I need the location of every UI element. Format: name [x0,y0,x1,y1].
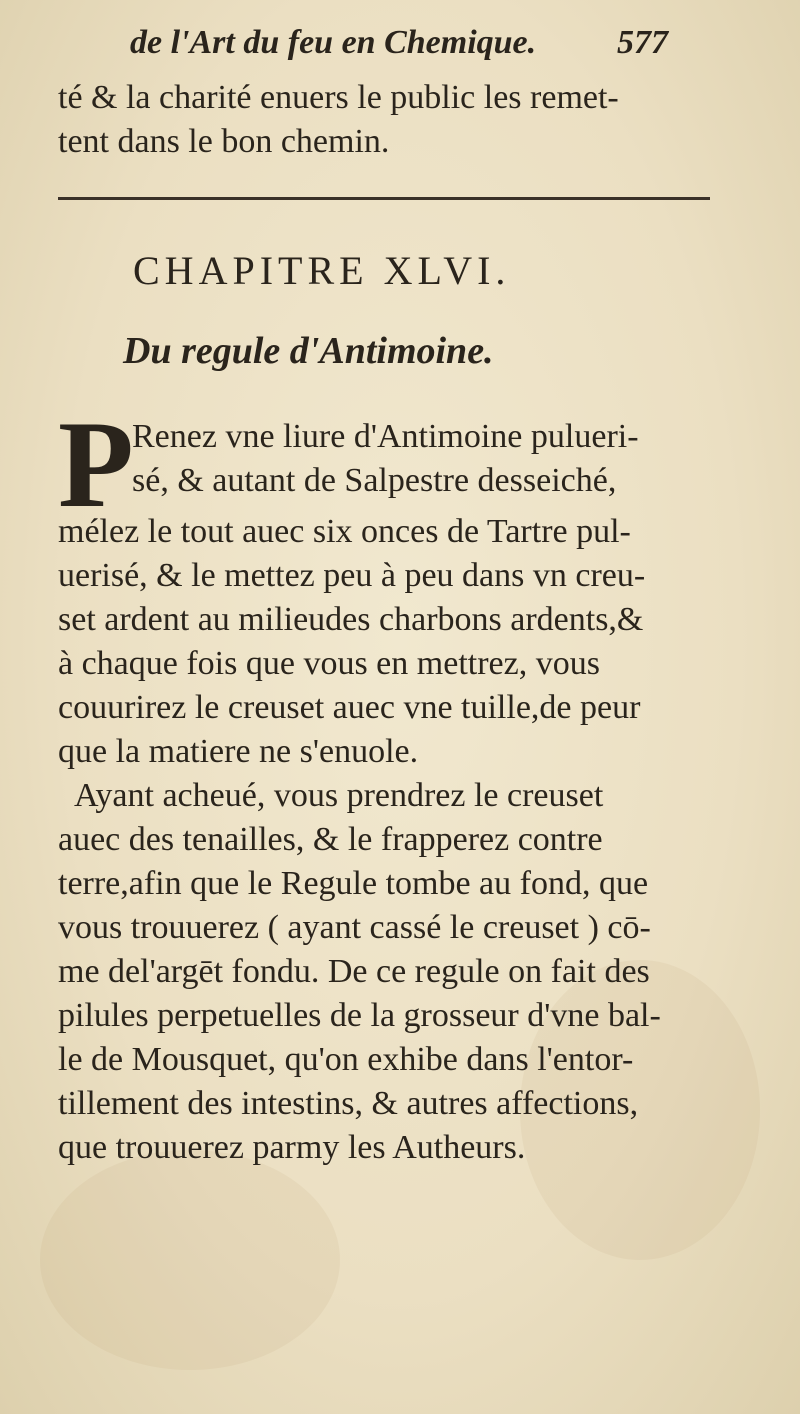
drop-cap: P [58,396,134,533]
chapter-heading: CHAPITRE XLVI. [133,248,511,293]
section-divider [58,197,710,200]
body-line: pilules perpetuelles de la grosseur d'vne bal- [58,997,661,1034]
body-line: à chaque fois que vous en mettrez, vous [58,645,600,682]
body-line: auec des tenailles, & le frapperez contre [58,821,603,858]
body-line: uerisé, & le mettez peu à peu dans vn creu- [58,557,646,594]
running-head [130,18,730,68]
body-line: me del'argēt fondu. De ce regule on fait des [58,953,650,990]
running-head-title: de l'Art du feu en Chemique. [130,24,537,61]
body-line: couurirez le creuset auec vne tuille,de peur [58,689,641,726]
body-line: Renez vne liure d'Antimoine pulueri- [132,418,639,455]
body-line: le de Mousquet, qu'on exhibe dans l'entor- [58,1041,634,1078]
body-line: tillement des intestins, & autres affections, [58,1085,639,1122]
body-line: terre,afin que le Regule tombe au fond, que [58,865,649,902]
body-line: que trouuerez parmy les Autheurs. [58,1129,526,1166]
body-line: vous trouuerez ( ayant cassé le creuset ) cō- [58,909,651,946]
body-line: mélez le tout auec six onces de Tartre pul- [58,513,631,550]
body-line: sé, & autant de Salpestre desseiché, [132,462,617,499]
body-line: Ayant acheué, vous prendrez le creuset [74,777,604,814]
carryover-line: té & la charité enuers le public les remet- [58,79,619,116]
page-number: 577 [617,24,668,61]
paper-stain [40,1150,340,1370]
chapter-title: Du regule d'Antimoine. [123,330,494,372]
body-line: que la matiere ne s'enuole. [58,733,419,770]
body-line: set ardent au milieudes charbons ardents,& [58,601,644,638]
carryover-line: tent dans le bon chemin. [58,123,390,160]
